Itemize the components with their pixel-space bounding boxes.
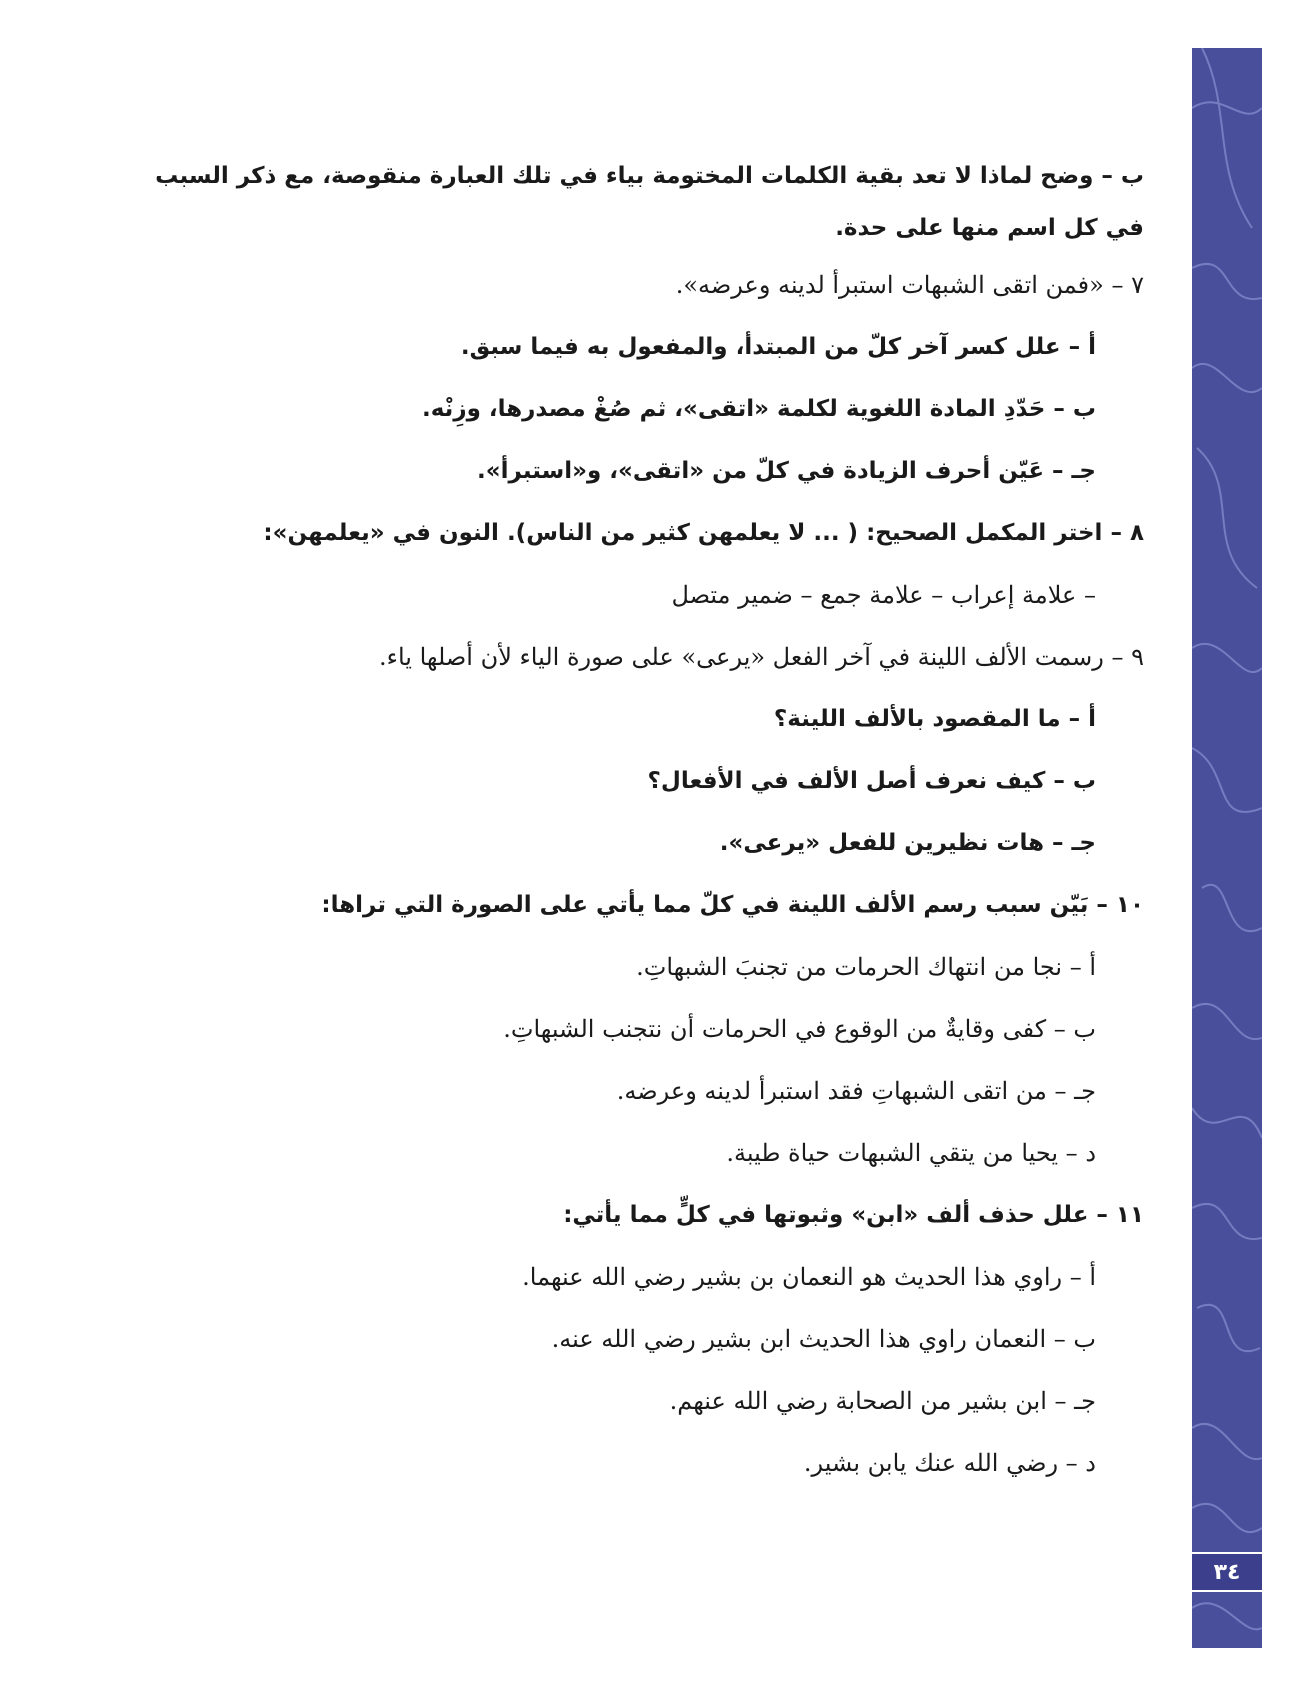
exercise-line: ١١ – علل حذف ألف «ابن» وثبوتها في كلٍّ مما يأتي: <box>563 1202 1144 1228</box>
exercise-line: ب – النعمان راوي هذا الحديث ابن بشير رضي الله عنه. <box>551 1325 1096 1353</box>
exercise-line: جـ – عَيّن أحرف الزيادة في كلّ من «اتقى»، و«استبرأ». <box>477 458 1096 484</box>
exercise-line: د – رضي الله عنك يابن بشير. <box>803 1449 1096 1477</box>
exercise-line: جـ – هات نظيرين للفعل «يرعى». <box>719 830 1096 856</box>
exercise-line: أ – علل كسر آخر كلّ من المبتدأ، والمفعول به فيما سبق. <box>460 334 1096 360</box>
exercise-line: جـ – ابن بشير من الصحابة رضي الله عنهم. <box>669 1387 1096 1415</box>
exercise-line: ب – كفى وقايةٌ من الوقوع في الحرمات أن نتجنب الشبهاتِ. <box>503 1015 1096 1043</box>
exercise-line: ب – كيف نعرف أصل الألف في الأفعال؟ <box>647 768 1096 794</box>
exercise-line: ٩ – رسمت الألف اللينة في آخر الفعل «يرعى» على صورة الياء لأن أصلها ياء. <box>379 643 1144 671</box>
exercise-line: ب – حَدّدِ المادة اللغوية لكلمة «اتقى»، ثم صُغْ مصدرها، وزِنْه. <box>422 396 1096 422</box>
page-number: ٣٤ <box>1192 1552 1262 1592</box>
exercise-line: جـ – من اتقى الشبهاتِ فقد استبرأ لدينه وعرضه. <box>616 1077 1096 1105</box>
exercise-line: د – يحيا من يتقي الشبهات حياة طيبة. <box>726 1139 1096 1167</box>
exercise-line: ٧ – «فمن اتقى الشبهات استبرأ لدينه وعرضه». <box>675 271 1144 299</box>
exercise-line: ب – وضح لماذا لا تعد بقية الكلمات المختومة بياء في تلك العبارة منقوصة، مع ذكر السبب في كل اسم منها على حدة. <box>155 163 1144 241</box>
exercise-line: أ – ما المقصود بالألف اللينة؟ <box>773 706 1096 732</box>
exercise-line: ٨ – اختر المكمل الصحيح: ( ... لا يعلمهن كثير من الناس). النون في «يعلمهن»: <box>263 520 1144 546</box>
exercise-line: ١٠ – بَيّن سبب رسم الألف اللينة في كلّ مما يأتي على الصورة التي تراها: <box>321 892 1144 918</box>
exercise-line: أ – نجا من انتهاك الحرمات من تجنبَ الشبهاتِ. <box>636 953 1096 981</box>
exercise-line: أ – راوي هذا الحديث هو النعمان بن بشير رضي الله عنهما. <box>522 1263 1096 1291</box>
exercise-list <box>134 150 1144 1494</box>
decorative-side-strip <box>1192 48 1262 1648</box>
swirl-pattern-icon <box>1192 48 1262 1648</box>
exercise-line: – علامة إعراب – علامة جمع – ضمير متصل <box>671 581 1096 609</box>
